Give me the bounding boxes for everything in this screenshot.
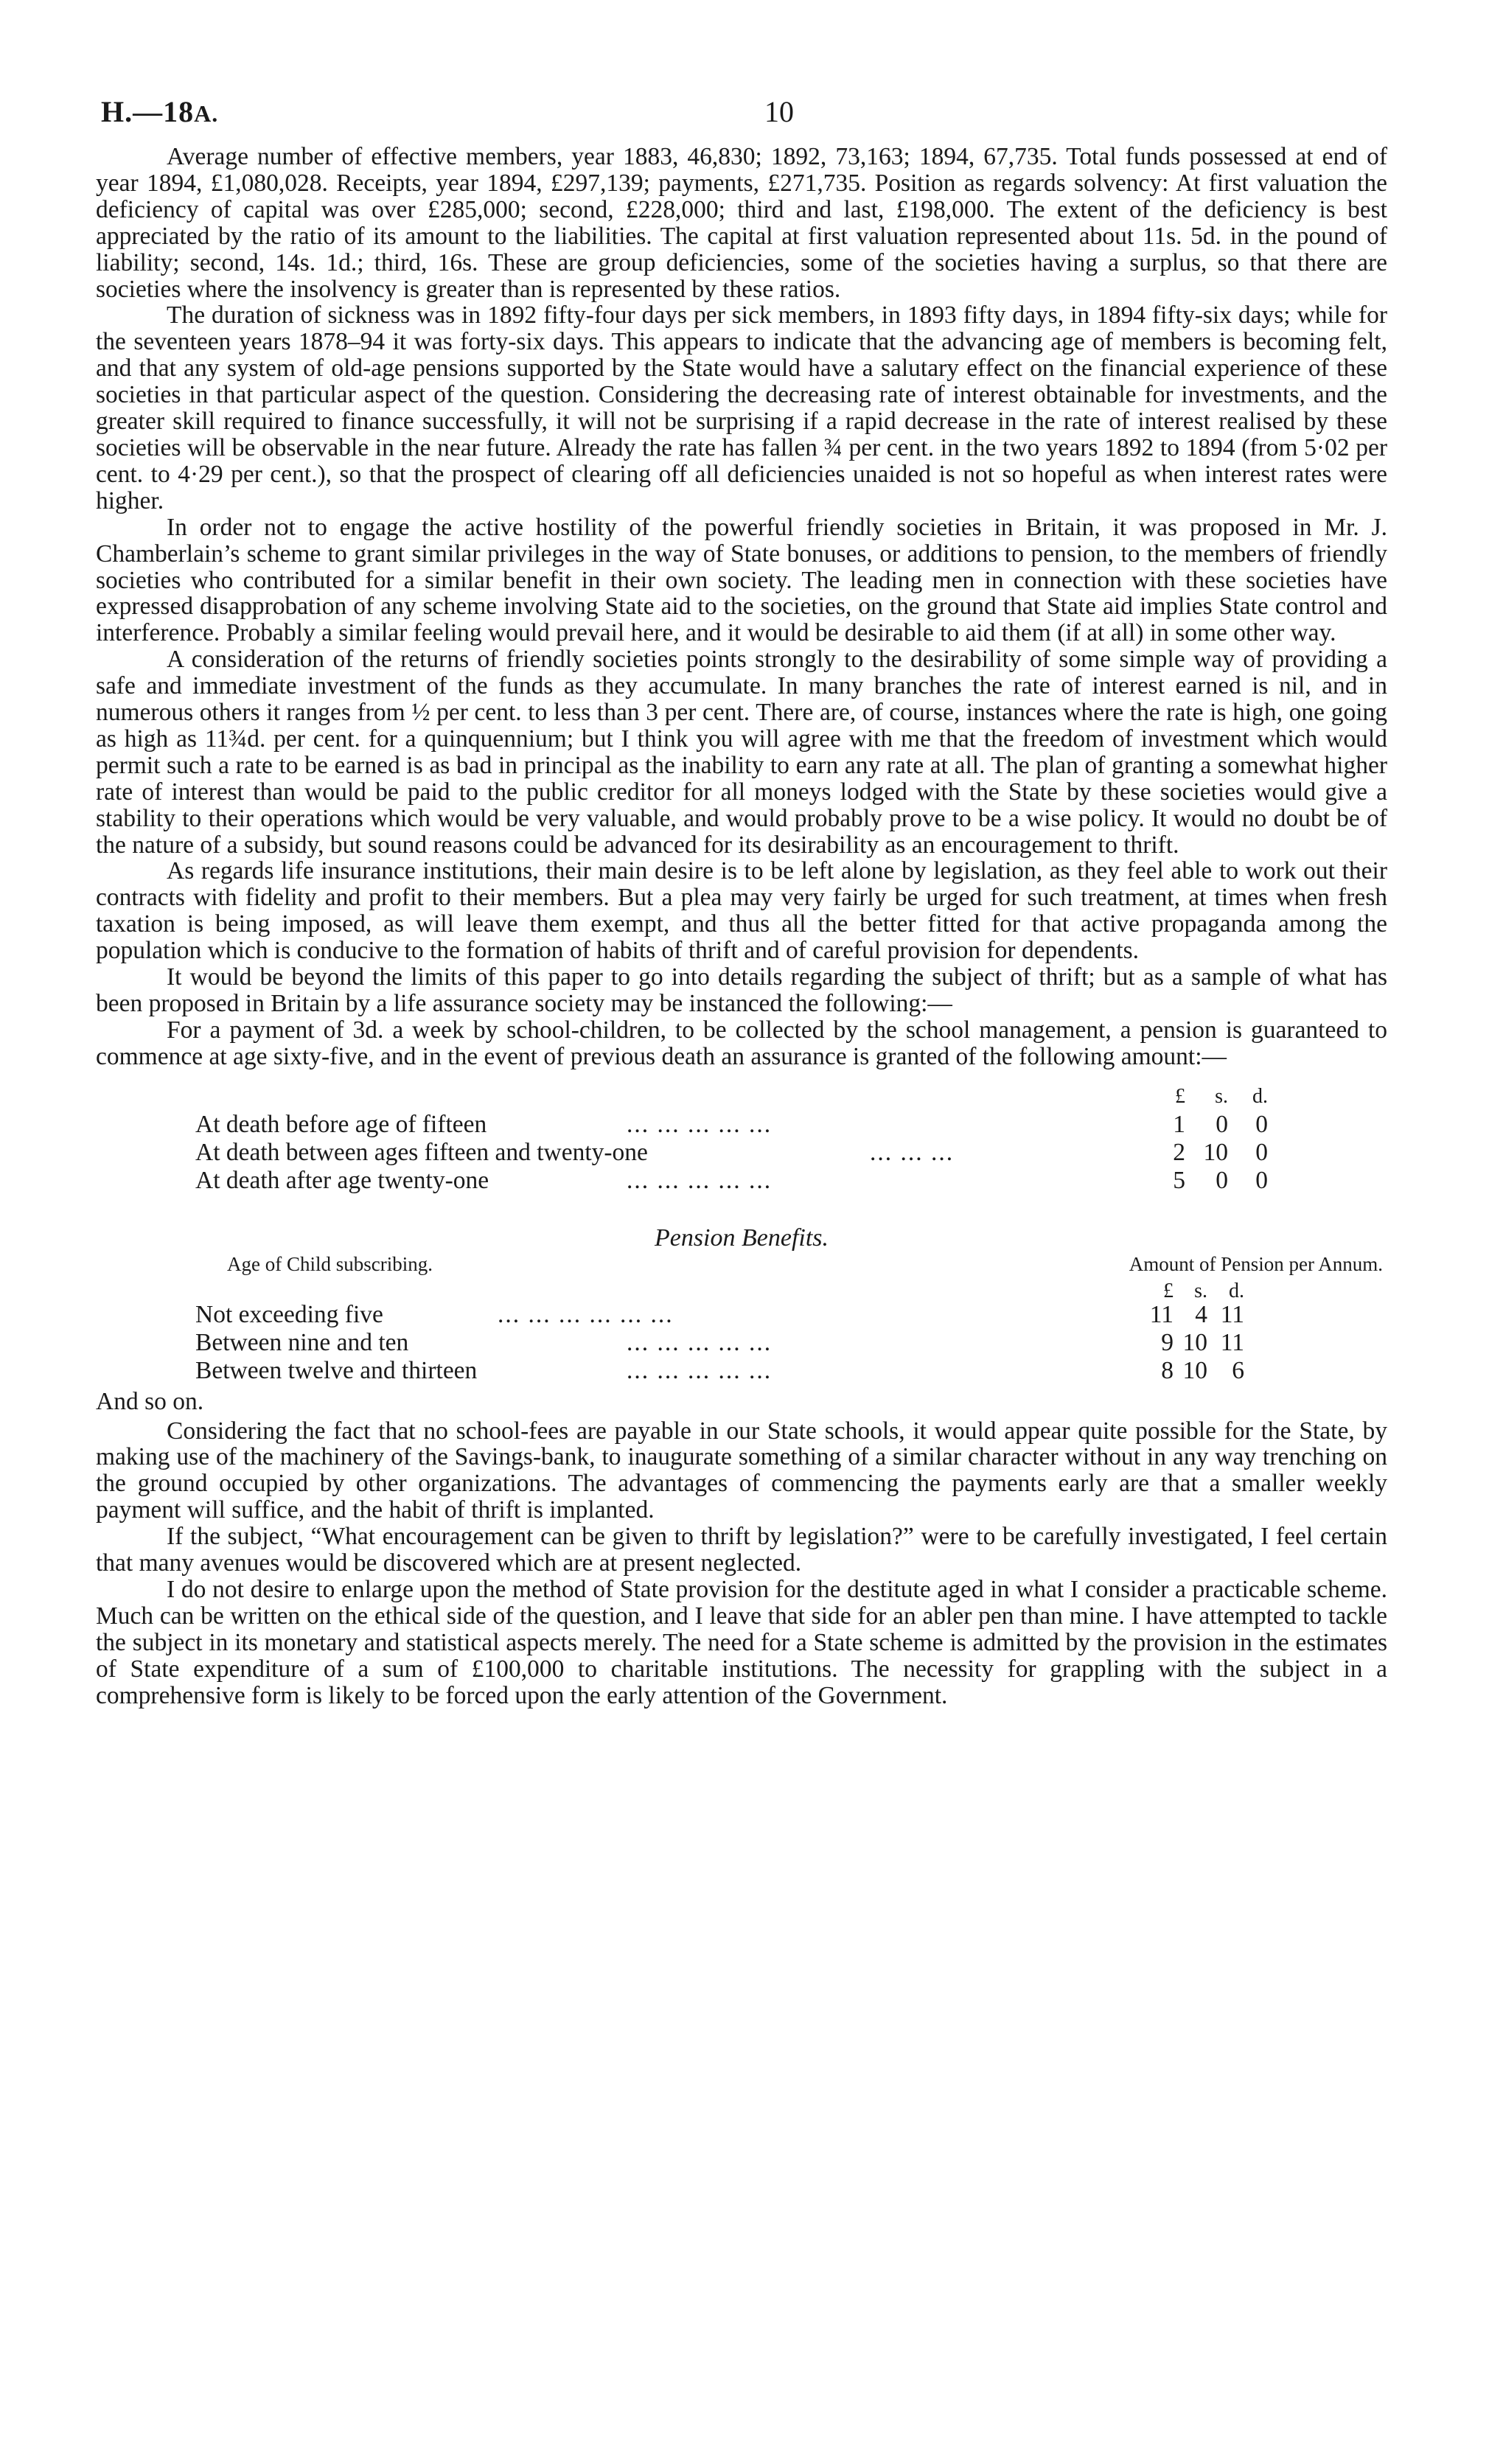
pence-header: d. — [1252, 1084, 1268, 1108]
pounds-value: 1 — [1173, 1110, 1185, 1138]
pence-value: 6 — [1232, 1356, 1244, 1384]
pension-table-headers — [96, 1252, 1387, 1278]
leader-dots: ... ... ... ... ... — [627, 1356, 773, 1384]
table-row — [96, 1330, 1387, 1358]
row-label: Between nine and ten — [195, 1328, 409, 1356]
paragraph: The duration of sickness was in 1892 fifty-four days per sick members, in 1893 fifty days, in 1894 fifty-six days; while for the seventeen years 1878–94 it was forty-six days. This appears to indicate that the advancing age of members is becoming felt, and that any system of old-age pensions supported by the State would have a salutary effect on the financial experience of these societies in that particular aspect of the question. Considering the decreasing rate of interest obtainable for investments, and the greater skill required to finance successfully, it will not be surprising if a rapid decrease in the rate of interest realised by these societies will be observable in the near future. Already the rate has fallen ¾ per cent. in the two years 1892 to 1894 (from 5·02 per cent. to 4·29 per cent.), so that the prospect of clearing off all deficiencies unaided is not so hopeful as when interest rates were higher. — [96, 301, 1387, 514]
pounds-header: £ — [1175, 1084, 1185, 1108]
document-reference: H.—18A. — [101, 95, 219, 128]
age-column-header: Age of Child subscribing. — [227, 1252, 433, 1275]
pounds-value: 11 — [1149, 1300, 1174, 1328]
shillings-value: 0 — [1216, 1110, 1228, 1138]
pounds-header: £ — [1163, 1279, 1174, 1302]
pounds-value: 2 — [1173, 1138, 1185, 1166]
pounds-value: 8 — [1161, 1356, 1174, 1384]
paragraph: In order not to engage the active hostility of the powerful friendly societies in Britain, it was proposed in Mr. J. Chamberlain’s scheme to grant similar privileges in the way of State bonuses, or additions to pension, to the members of friendly societies who contributed for a similar benefit in their own society. The leading men in connection with these societies have expressed disapprobation of any scheme involving State aid to the societies, on the ground that State aid implies State control and interference. Probably a similar feeling would prevail here, and it would be desirable to aid them (if at all) in some other way. — [96, 513, 1387, 647]
shillings-value: 10 — [1203, 1138, 1228, 1166]
shillings-value: 10 — [1182, 1356, 1207, 1384]
row-label: At death after age twenty-one — [195, 1166, 489, 1194]
shillings-header: s. — [1194, 1279, 1207, 1302]
leader-dots: ... ... ... ... ... — [627, 1110, 773, 1138]
shillings-value: 4 — [1195, 1300, 1207, 1328]
shillings-value: 10 — [1182, 1328, 1207, 1356]
shillings-header: s. — [1215, 1084, 1228, 1108]
and-so-on: And so on. — [96, 1387, 204, 1415]
page-number: 10 — [764, 95, 794, 128]
amount-column-header: Amount of Pension per Annum. — [1129, 1252, 1383, 1275]
row-label: At death before age of fifteen — [195, 1110, 487, 1138]
assurance-table — [96, 1083, 1387, 1224]
paragraph: If the subject, “What encouragement can be given to thrift by legislation?” were to be carefully investigated, I feel certain that many avenues would be discovered which are at present neglected. — [96, 1523, 1387, 1577]
table-row — [96, 1168, 1387, 1196]
row-label: Not exceeding five — [195, 1300, 383, 1328]
pence-header: d. — [1229, 1279, 1244, 1302]
pence-value: 0 — [1255, 1138, 1268, 1166]
paragraph: Considering the fact that no school-fees are payable in our State schools, it would appear quite possible for the State, by making use of the machinery of the Savings-bank, to inaugurate something of a similar character without in any way trenching on the ground occupied by other organizations. The advantages of commencing the payments early are that a smaller weekly payment will suffice, and the habit of thrift is implanted. — [96, 1417, 1387, 1524]
currency-header-row — [96, 1278, 1387, 1300]
document-body — [96, 144, 1387, 1709]
pence-value: 11 — [1220, 1300, 1244, 1328]
pension-table — [96, 1278, 1387, 1389]
table-row — [96, 1111, 1387, 1139]
pence-value: 0 — [1255, 1166, 1268, 1194]
currency-header-row — [96, 1083, 1387, 1111]
shillings-value: 0 — [1216, 1166, 1228, 1194]
leader-dots: ... ... ... — [870, 1138, 955, 1166]
row-label: Between twelve and thirteen — [195, 1356, 478, 1384]
row-label: At death between ages fifteen and twenty-one — [195, 1138, 648, 1166]
leader-dots: ... ... ... ... ... ... — [498, 1300, 674, 1328]
page-header — [101, 94, 1391, 139]
pence-value: 11 — [1220, 1328, 1244, 1356]
paragraph: A consideration of the returns of friendly societies points strongly to the desirability of some simple way of providing a safe and immediate investment of the funds as they accumulate. In many branches the rate of interest earned is nil, and in numerous others it ranges from ½ per cent. to less than 3 per cent. There are, of course, instances where the rate is high, one going as high as 11¾d. per cent. for a quinquennium; but I think you will agree with me that the freedom of investment which would permit such a rate to be earned is as bad in principal as the inability to earn any rate at all. The plan of granting a somewhat higher rate of interest than would be paid to the public creditor for all moneys lodged with the State by these societies would give a stability to their operations which would be very valuable, and would probably prove to be a wise policy. It would no doubt be of the nature of a subsidy, but sound reasons could be advanced for its desirability as an encouragement to thrift. — [96, 646, 1387, 859]
pension-table-title: Pension Benefits. — [654, 1224, 829, 1252]
pounds-value: 9 — [1161, 1328, 1174, 1356]
paragraph: For a payment of 3d. a week by school-children, to be collected by the school management, a pension is guaranteed to commence at age sixty-five, and in the event of previous death an assurance is granted of the following amount:— — [96, 1016, 1387, 1070]
leader-dots: ... ... ... ... ... — [627, 1328, 773, 1356]
pounds-value: 5 — [1173, 1166, 1185, 1194]
leader-dots: ... ... ... ... ... — [627, 1166, 773, 1194]
table-row — [96, 1358, 1387, 1386]
paragraph: As regards life insurance institutions, their main desire is to be left alone by legislation, as they feel able to work out their contracts with fidelity and profit to their members. But a plea may very fairly be urged for such treatment, at times when fresh taxation is being imposed, as will leave them exempt, and thus all the better fitted for that active propaganda among the population which is conducive to the formation of habits of thrift and of careful provision for dependents. — [96, 857, 1387, 965]
pence-value: 0 — [1255, 1110, 1268, 1138]
table-row — [96, 1302, 1387, 1330]
paragraph: It would be beyond the limits of this paper to go into details regarding the subject of thrift; but as a sample of what has been proposed in Britain by a life assurance society may be instanced the following:— — [96, 963, 1387, 1017]
paragraph: Average number of effective members, year 1883, 46,830; 1892, 73,163; 1894, 67,735. Total funds possessed at end of year 1894, £1,080,028. Receipts, year 1894, £297,139; payments, £271,735. Position as regards solvency: At first valuation the deficiency of capital was over £285,000; second, £228,000; third and last, £198,000. The extent of the deficiency is best appreciated by the ratio of its amount to the liabilities. The capital at first valuation represented about 11s. 5d. in the pound of liability; second, 14s. 1d.; third, 16s. These are group deficiencies, some of the societies having a surplus, so that there are societies where the insolvency is greater than is represented by these ratios. — [96, 143, 1387, 303]
table-row — [96, 1139, 1387, 1168]
paragraph: I do not desire to enlarge upon the method of State provision for the destitute aged in what I consider a practicable scheme. Much can be written on the ethical side of the question, and I leave that side for an abler pen than mine. I have attempted to tackle the subject in its monetary and statistical aspects merely. The need for a State scheme is admitted by the provision in the estimates of State expenditure of a sum of £100,000 to charitable institutions. The necessity for grappling with the subject in a comprehensive form is likely to be forced upon the early attention of the Government. — [96, 1575, 1387, 1709]
